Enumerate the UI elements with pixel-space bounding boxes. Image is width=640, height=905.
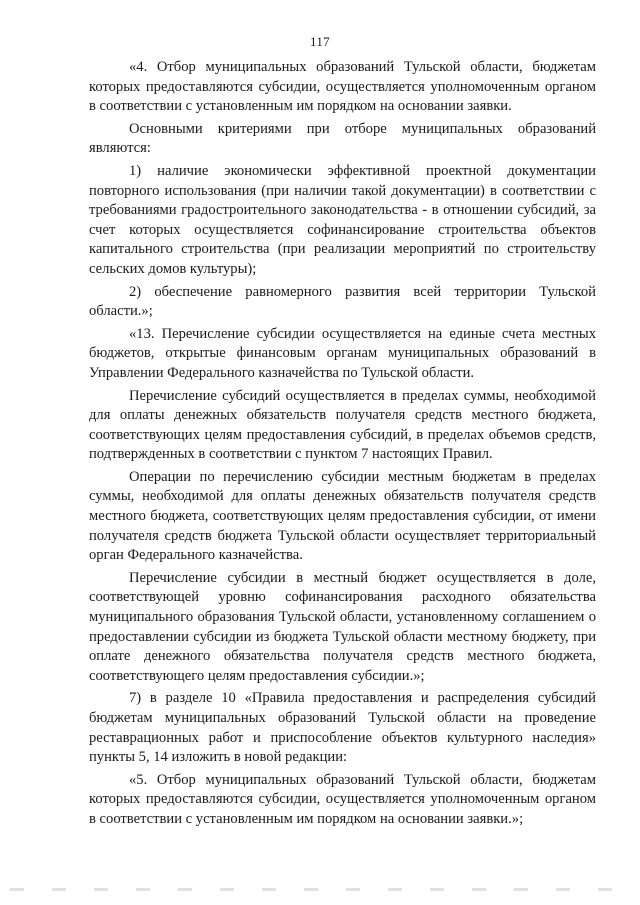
paragraph: Перечисление субсидии в местный бюджет осуществляется в доле, соответствующей уровню софинансирования расходного обязательства муниципального образования Тульской области, установленному соглашением о предоставлении субсидии из бюджета Тульской области местному бюджету, при оплате денежного обязательства получателя средств местного бюджета, соответствующего целям предоставления субсидии.»; — [89, 569, 596, 684]
paragraph: Перечисление субсидий осуществляется в пределах суммы, необходимой для оплаты денежных обязательств получателя средств местного бюджета, соответствующих целям предоставления субсидий, в пределах объемов средств, подтвержденных в соответствии с пунктом 7 настоящих Правил. — [89, 387, 596, 463]
document-body — [89, 58, 596, 833]
paragraph: 2) обеспечение равномерного развития всей территории Тульской области.»; — [89, 283, 596, 320]
paragraph: Основными критериями при отборе муниципальных образований являются: — [89, 120, 596, 157]
scan-artifact-line — [10, 888, 630, 891]
paragraph: «5. Отбор муниципальных образований Тульской области, бюджетам которых предоставляются субсидии, осуществляется уполномоченным органом в соответствии с установленным им порядком на основании заявки.»; — [89, 771, 596, 827]
paragraph: Операции по перечислению субсидии местным бюджетам в пределах суммы, необходимой для оплаты денежных обязательств получателя средств местного бюджета, соответствующих целям предоставления субсидии, от имени получателя средств бюджета Тульской области осуществляет территориальный орган Федерального казначейства. — [89, 468, 596, 564]
paragraph: «4. Отбор муниципальных образований Тульской области, бюджетам которых предоставляются субсидии, осуществляется уполномоченным органом в соответствии с установленным им порядком на основании заявки. — [89, 59, 596, 115]
page-number: 117 — [310, 34, 330, 49]
paragraph: 7) в разделе 10 «Правила предоставления и распределения субсидий бюджетам муниципальных образований Тульской области на проведение реставрационных работ и приспособление объектов культурного наследия» пункты 5, 14 изложить в новой редакции: — [89, 690, 596, 766]
paragraph: «13. Перечисление субсидии осуществляется на единые счета местных бюджетов, открытые финансовым органам муниципальных образований в Управлении Федерального казначейства по Тульской области. — [89, 325, 596, 381]
paragraph: 1) наличие экономически эффективной проектной документации повторного использования (при наличии такой документации) в соответствии с требованиями градостроительного законодательства - в отношении субсидий, за счет которых осуществляется софинансирование строительства объектов капитального строительства (при реализации мероприятий по строительству сельских домов культуры); — [89, 162, 596, 277]
